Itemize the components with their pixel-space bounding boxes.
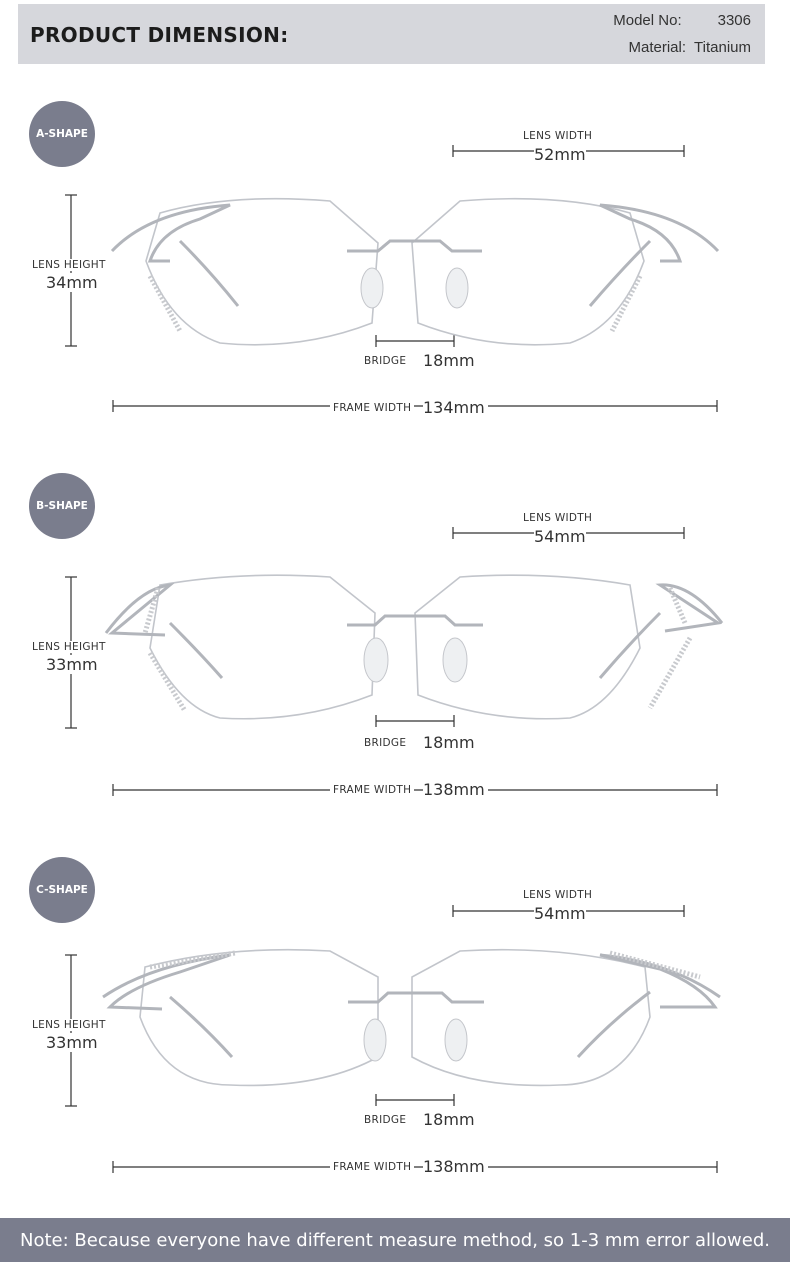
frame-width-value: 138mm [423, 1157, 488, 1176]
lens-height-label: LENS HEIGHT [32, 1019, 106, 1031]
model-label: Model No: [613, 12, 682, 29]
shape-badge: A-SHAPE [29, 101, 95, 167]
material-label: Material: [628, 39, 687, 56]
frame-width-label: FRAME WIDTH [330, 402, 414, 414]
bridge-value: 18mm [423, 1110, 475, 1129]
bridge-label: BRIDGE [364, 737, 407, 749]
lens-width-value: 54mm [534, 527, 586, 546]
shape-section-b [0, 473, 790, 843]
frame-width-label: FRAME WIDTH [330, 784, 414, 796]
shape-section-a [0, 101, 790, 471]
frame-width-value: 138mm [423, 780, 488, 799]
material-value: Titanium [694, 39, 751, 56]
frame-width-label: FRAME WIDTH [330, 1161, 414, 1173]
lens-width-label: LENS WIDTH [523, 512, 593, 524]
model-value: 3306 [717, 12, 751, 29]
material [629, 39, 752, 56]
page-title: PRODUCT DIMENSION: [30, 23, 289, 47]
lens-width-value: 54mm [534, 904, 586, 923]
bridge-value: 18mm [423, 733, 475, 752]
bridge-value: 18mm [423, 351, 475, 370]
lens-width-value: 52mm [534, 145, 586, 164]
lens-height-value: 33mm [46, 1033, 98, 1052]
model-number [613, 12, 751, 29]
bridge-label: BRIDGE [364, 355, 407, 367]
shape-section-c [0, 857, 790, 1227]
footer-note: Note: Because everyone have different measure method, so 1-3 mm error allowed. [0, 1218, 790, 1262]
frame-width-value: 134mm [423, 398, 488, 417]
lens-height-label: LENS HEIGHT [32, 259, 106, 271]
glasses-diagram-a [0, 101, 790, 471]
lens-height-label: LENS HEIGHT [32, 641, 106, 653]
product-dimension-header [18, 4, 765, 64]
bridge-label: BRIDGE [364, 1114, 407, 1126]
lens-width-label: LENS WIDTH [523, 889, 593, 901]
lens-width-label: LENS WIDTH [523, 130, 593, 142]
shape-badge: C-SHAPE [29, 857, 95, 923]
shape-badge: B-SHAPE [29, 473, 95, 539]
lens-height-value: 34mm [46, 273, 98, 292]
lens-height-value: 33mm [46, 655, 98, 674]
